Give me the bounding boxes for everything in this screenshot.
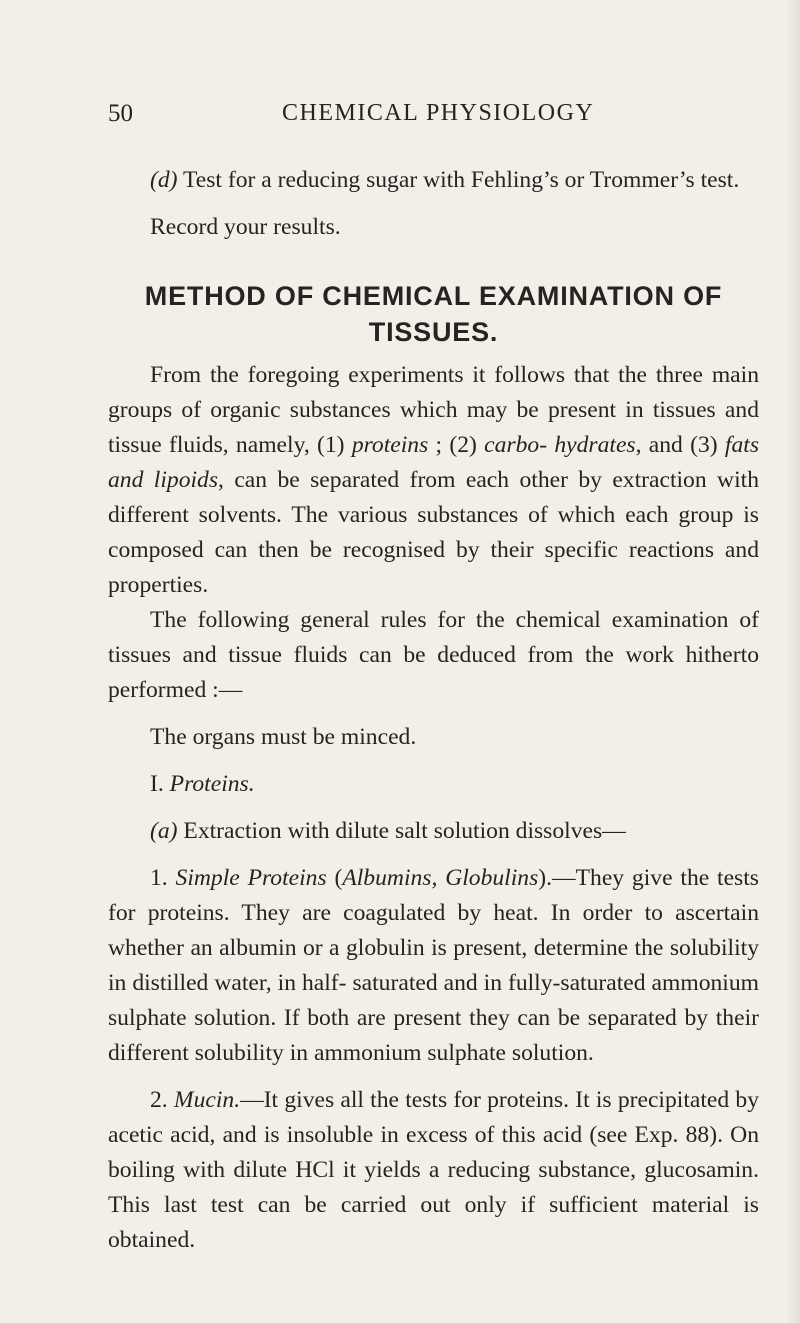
term-fats-lipoids: fats and lipoids <box>108 432 759 493</box>
item2-number: 2. <box>150 1087 174 1113</box>
term-carbohydrates: carbo- hydrates <box>484 432 636 458</box>
subsection-proteins <box>108 767 759 802</box>
item1-title: Simple Proteins <box>175 865 327 891</box>
item2-title: Mucin. <box>173 1087 241 1113</box>
intro-text-b: ; (2) <box>428 432 485 458</box>
item-label-a: (a) <box>150 818 178 844</box>
section-heading: METHOD OF CHEMICAL EXAMINATION OF TISSUES. <box>144 281 723 347</box>
page-body <box>108 163 759 1258</box>
paragraph-d <box>108 163 759 198</box>
page-header <box>108 100 748 136</box>
subsection-number: I. <box>150 771 170 797</box>
intro-text-d: , can be separated from each other by extraction with different solvents. The various substances of which each group is composed can then be recognised by their specific reactions and properties. <box>108 467 759 598</box>
paragraph-a-text: Extraction with dilute salt solution dissolves— <box>177 818 626 844</box>
subsection-title: Proteins. <box>169 771 255 797</box>
intro-text-a: From the foregoing experiments it follows that the three main groups of organic substances which may be present in tissues and tissue fluids, namely, (1) <box>108 362 759 458</box>
paragraph-minced: The organs must be minced. <box>150 724 417 750</box>
term-proteins: proteins <box>351 432 429 458</box>
item1-text: ).—They give the tests for proteins. They are coagulated by heat. In order to ascertain whether an albumin or a globulin is present, determine the solubility in distilled water, in half- saturated and in fully-saturated ammonium sulphate solution. If both are present they can be separated by their different solubility in ammonium sulphate solution. <box>108 865 759 1066</box>
paragraph-d-text: Test for a reducing sugar with Fehling’s or Trommer’s test. <box>177 167 740 193</box>
item2-text: —It gives all the tests for proteins. It is precipitated by acetic acid, and is insoluble in excess of this acid (see Exp. 88). On boiling with dilute HCl it yields a reducing substance, glucosamin. This last test can be carried out only if sufficient material is obtained. <box>108 1087 759 1253</box>
item1-paren-content: Albumins, Globulins <box>342 865 539 891</box>
item-mucin <box>108 1083 759 1258</box>
intro-text-c: , and (3) <box>635 432 725 458</box>
item-label-d: (d) <box>150 167 178 193</box>
page-number: 50 <box>108 100 133 127</box>
page-edge-shadow <box>786 0 800 1323</box>
paragraph-a <box>108 814 759 849</box>
paragraph-intro <box>108 358 759 603</box>
record-results: Record your results. <box>150 214 341 240</box>
item1-paren-open: ( <box>326 865 343 891</box>
running-title: CHEMICAL PHYSIOLOGY <box>282 100 595 126</box>
paragraph-rules: The following general rules for the chemical examination of tissues and tissue fluids can be deduced from the work hitherto performed :— <box>108 607 759 703</box>
item-simple-proteins <box>108 861 759 1071</box>
item1-number: 1. <box>150 865 176 891</box>
